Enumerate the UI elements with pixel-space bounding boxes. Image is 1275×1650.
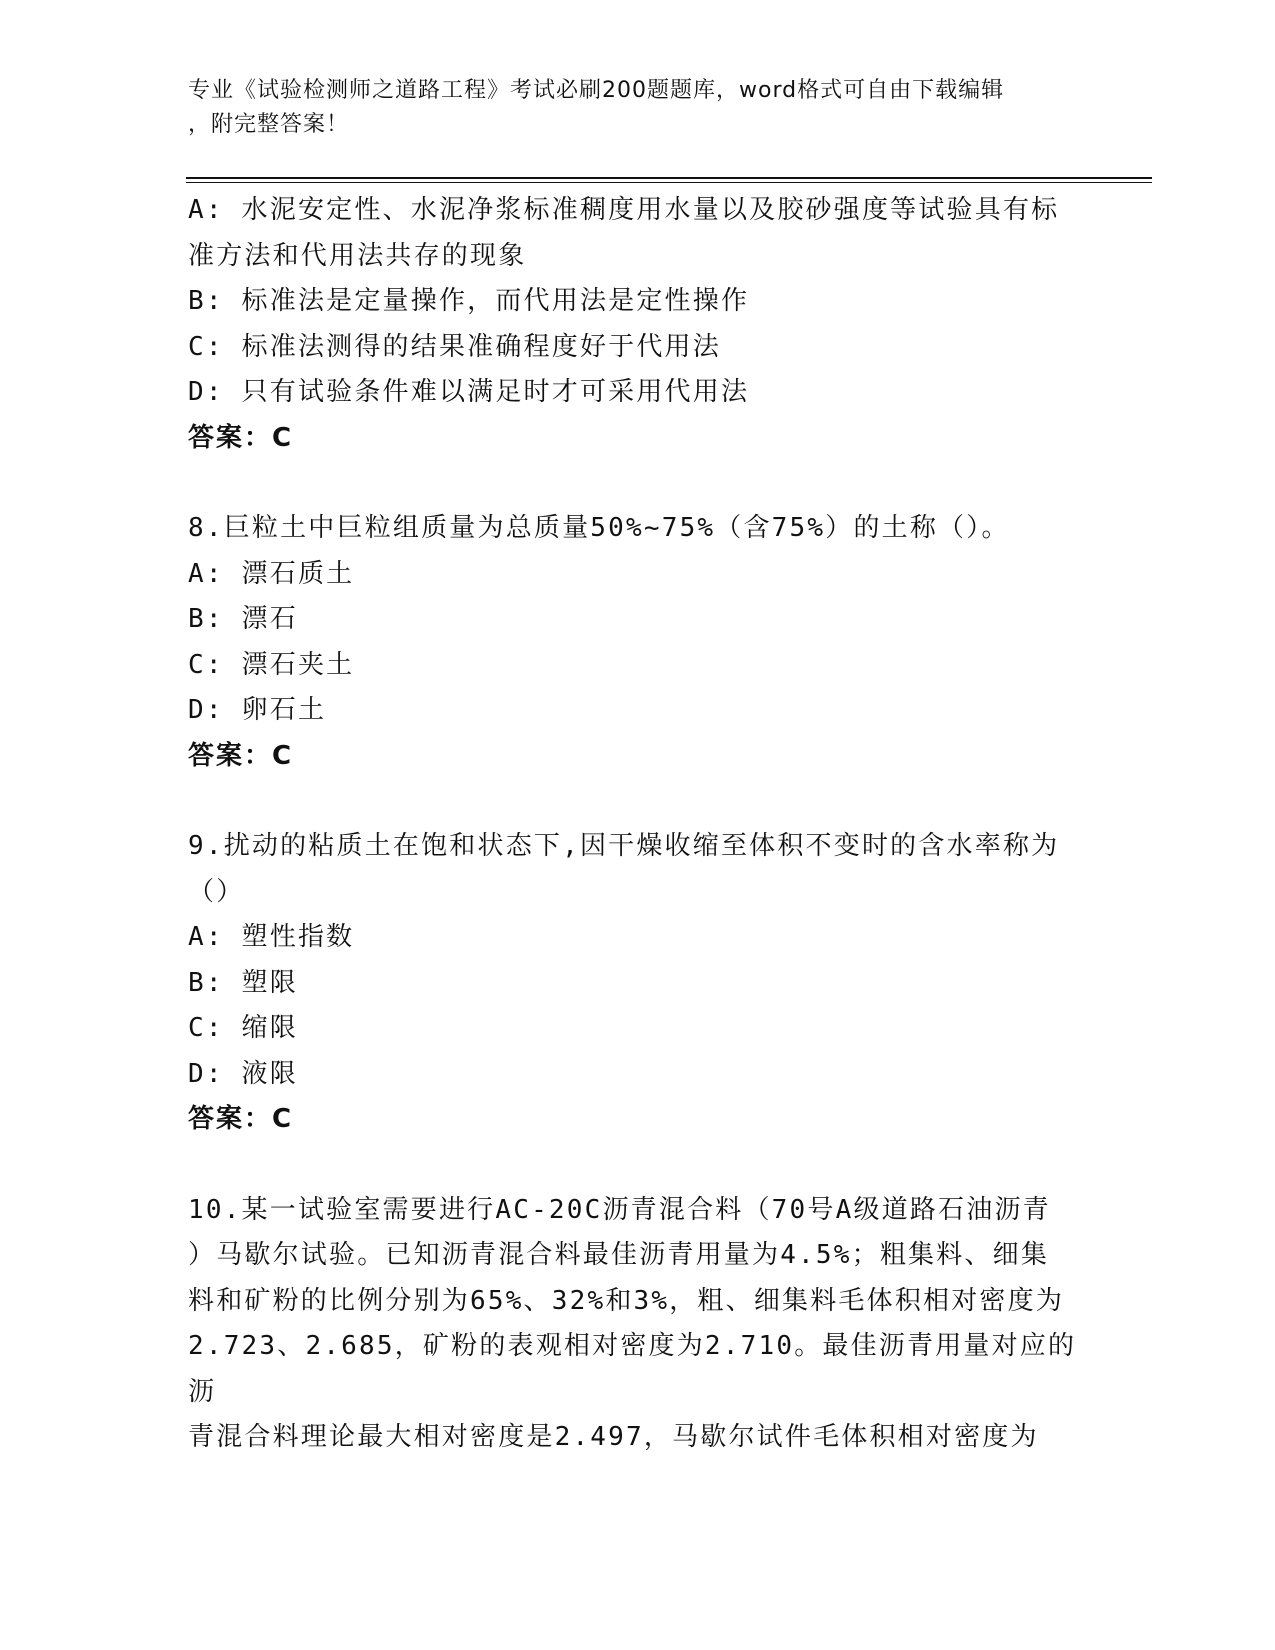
q7-option-d: D: 只有试验条件难以满足时才可采用代用法 bbox=[188, 377, 750, 407]
q9-answer: 答案：C bbox=[188, 1104, 294, 1134]
q9-option-b: B: 塑限 bbox=[188, 967, 298, 998]
q7-option-b: B: 标准法是定量操作，而代用法是定性操作 bbox=[188, 286, 750, 316]
q8-answer: 答案：C bbox=[188, 740, 294, 771]
header-line-2: ，附完整答案！ bbox=[188, 112, 350, 137]
q8-question: 8.巨粒土中巨粒组质量为总质量50%~75%（含75%）的土称（）。 bbox=[188, 513, 1010, 543]
q9-option-d: D: 液限 bbox=[188, 1058, 298, 1089]
q9-question-cont: （） bbox=[188, 876, 245, 907]
q8-option-a: A: 漂石质土 bbox=[188, 558, 355, 589]
header-rule-thin bbox=[186, 182, 1152, 183]
q8-option-c: C: 漂石夹土 bbox=[188, 649, 355, 680]
header-rule-thick bbox=[186, 177, 1152, 179]
spacer bbox=[188, 1143, 1088, 1188]
spacer bbox=[188, 461, 1088, 506]
page-header bbox=[188, 74, 1088, 142]
q7-answer: 答案：C bbox=[188, 422, 294, 453]
q7-option-c: C: 标准法测得的结果准确程度好于代用法 bbox=[188, 331, 721, 362]
q10-line-3: 料和矿粉的比例分别为65%、32%和3%，粗、细集料毛体积相对密度为 bbox=[188, 1285, 1065, 1316]
q9-question: 9.扰动的粘质土在饱和状态下,因干燥收缩至体积不变时的含水率称为 bbox=[188, 831, 1060, 861]
question-8 bbox=[188, 506, 1088, 779]
q8-option-b: B: 漂石 bbox=[188, 604, 298, 634]
q9-option-c: C: 缩限 bbox=[188, 1013, 298, 1043]
q7-option-a: A: 水泥安定性、水泥净浆标准稠度用水量以及胶砂强度等试验具有标 bbox=[188, 195, 1060, 225]
question-7-continued bbox=[188, 188, 1088, 461]
question-9 bbox=[188, 824, 1088, 1143]
header-line-1: 专业《试验检测师之道路工程》考试必刷200题题库，word格式可自由下载编辑 bbox=[188, 78, 1005, 103]
q9-option-a: A: 塑性指数 bbox=[188, 922, 355, 952]
q8-option-d: D: 卵石土 bbox=[188, 695, 327, 725]
q10-line-1: 10.某一试验室需要进行AC-20C沥青混合料（70号A级道路石油沥青 bbox=[188, 1194, 1051, 1225]
q7-option-a-cont: 准方法和代用法共存的现象 bbox=[188, 240, 527, 271]
spacer bbox=[188, 779, 1088, 824]
q10-line-4: 2.723、2.685，矿粉的表观相对密度为2.710。最佳沥青用量对应的沥 bbox=[188, 1331, 1077, 1407]
q10-line-5: 青混合料理论最大相对密度是2.497，马歇尔试件毛体积相对密度为 bbox=[188, 1422, 1039, 1452]
document-body bbox=[188, 188, 1088, 1461]
q10-line-2: ）马歇尔试验。已知沥青混合料最佳沥青用量为4.5%；粗集料、细集 bbox=[188, 1240, 1050, 1270]
question-10 bbox=[188, 1188, 1088, 1461]
